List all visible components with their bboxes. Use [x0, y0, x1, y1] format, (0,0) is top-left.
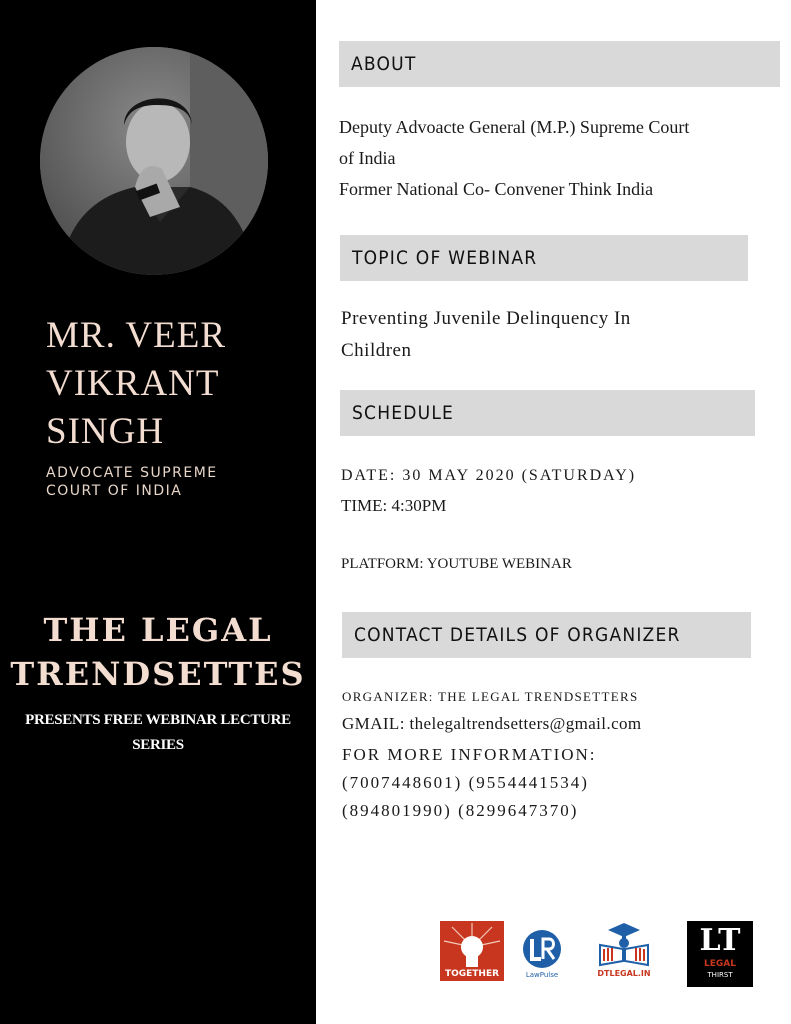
speaker-name-line: SINGH: [46, 411, 165, 452]
graduation-book-icon: [596, 921, 652, 969]
schedule-platform: PLATFORM: YOUTUBE WEBINAR: [341, 556, 572, 572]
schedule-date: DATE: 30 MAY 2020 (SATURDAY): [341, 467, 637, 484]
contact-heading-bar: [342, 612, 751, 658]
organization-title-line: THE LEGAL: [43, 611, 273, 649]
organization-subtitle-line: PRESENTS FREE WEBINAR LECTURE: [25, 712, 291, 728]
organization-subtitle-line: SERIES: [132, 737, 184, 753]
lawpulse-emblem-icon: [521, 929, 563, 969]
contact-more-info: FOR MORE INFORMATION:: [342, 745, 597, 764]
raised-fist-icon: [440, 921, 504, 969]
speaker-role-line: COURT OF INDIA: [46, 483, 183, 499]
together-logo: [440, 921, 504, 981]
organization-title-line: TRENDSETTES: [10, 655, 306, 693]
lawpulse-logo-label: LawPulse: [525, 971, 559, 979]
speaker-name-line: MR. VEER: [46, 315, 227, 356]
lawpulse-logo: [521, 929, 563, 981]
topic-text: [341, 303, 631, 367]
legal-thirst-mark: LT: [699, 923, 741, 958]
organization-title: [0, 608, 316, 696]
dtlegal-logo-label: DTLEGAL.IN: [597, 969, 651, 978]
about-line: of India: [339, 148, 396, 168]
speaker-role: [46, 464, 276, 500]
speaker-name: [46, 312, 306, 456]
schedule-time: TIME: 4:30PM: [341, 496, 447, 515]
legal-thirst-word: THIRST: [707, 971, 733, 979]
about-line: Former National Co- Convener Think India: [339, 179, 654, 199]
contact-gmail: GMAIL: thelegaltrendsetters@gmail.com: [342, 714, 642, 733]
schedule-heading: SCHEDULE: [352, 402, 455, 424]
contact-heading: CONTACT DETAILS OF ORGANIZER: [354, 624, 681, 646]
speaker-name-line: VIKRANT: [46, 363, 220, 404]
topic-line: Preventing Juvenile Delinquency In: [341, 308, 631, 329]
legal-thirst-word: LEGAL: [704, 959, 736, 969]
about-heading-bar: [339, 41, 780, 87]
about-heading: ABOUT: [351, 53, 417, 75]
organization-subtitle: [6, 708, 310, 758]
contact-phones: (894801990) (8299647370): [342, 801, 579, 820]
legal-thirst-logo: [687, 921, 753, 987]
together-logo-label: TOGETHER: [444, 969, 500, 979]
speaker-photo-illustration: [40, 47, 268, 275]
contact-organizer: ORGANIZER: THE LEGAL TRENDSETTERS: [342, 689, 639, 704]
speaker-photo: [40, 47, 268, 275]
topic-heading-bar: [340, 235, 748, 281]
topic-heading: TOPIC OF WEBINAR: [352, 247, 538, 269]
contact-phones: (7007448601) (9554441534): [342, 773, 589, 792]
topic-line: Children: [341, 340, 412, 361]
schedule-heading-bar: [340, 390, 755, 436]
about-line: Deputy Advoacte General (M.P.) Supreme Court: [339, 117, 690, 137]
left-panel: [0, 0, 316, 1024]
speaker-role-line: ADVOCATE SUPREME: [46, 465, 218, 481]
dtlegal-logo: [596, 921, 652, 981]
